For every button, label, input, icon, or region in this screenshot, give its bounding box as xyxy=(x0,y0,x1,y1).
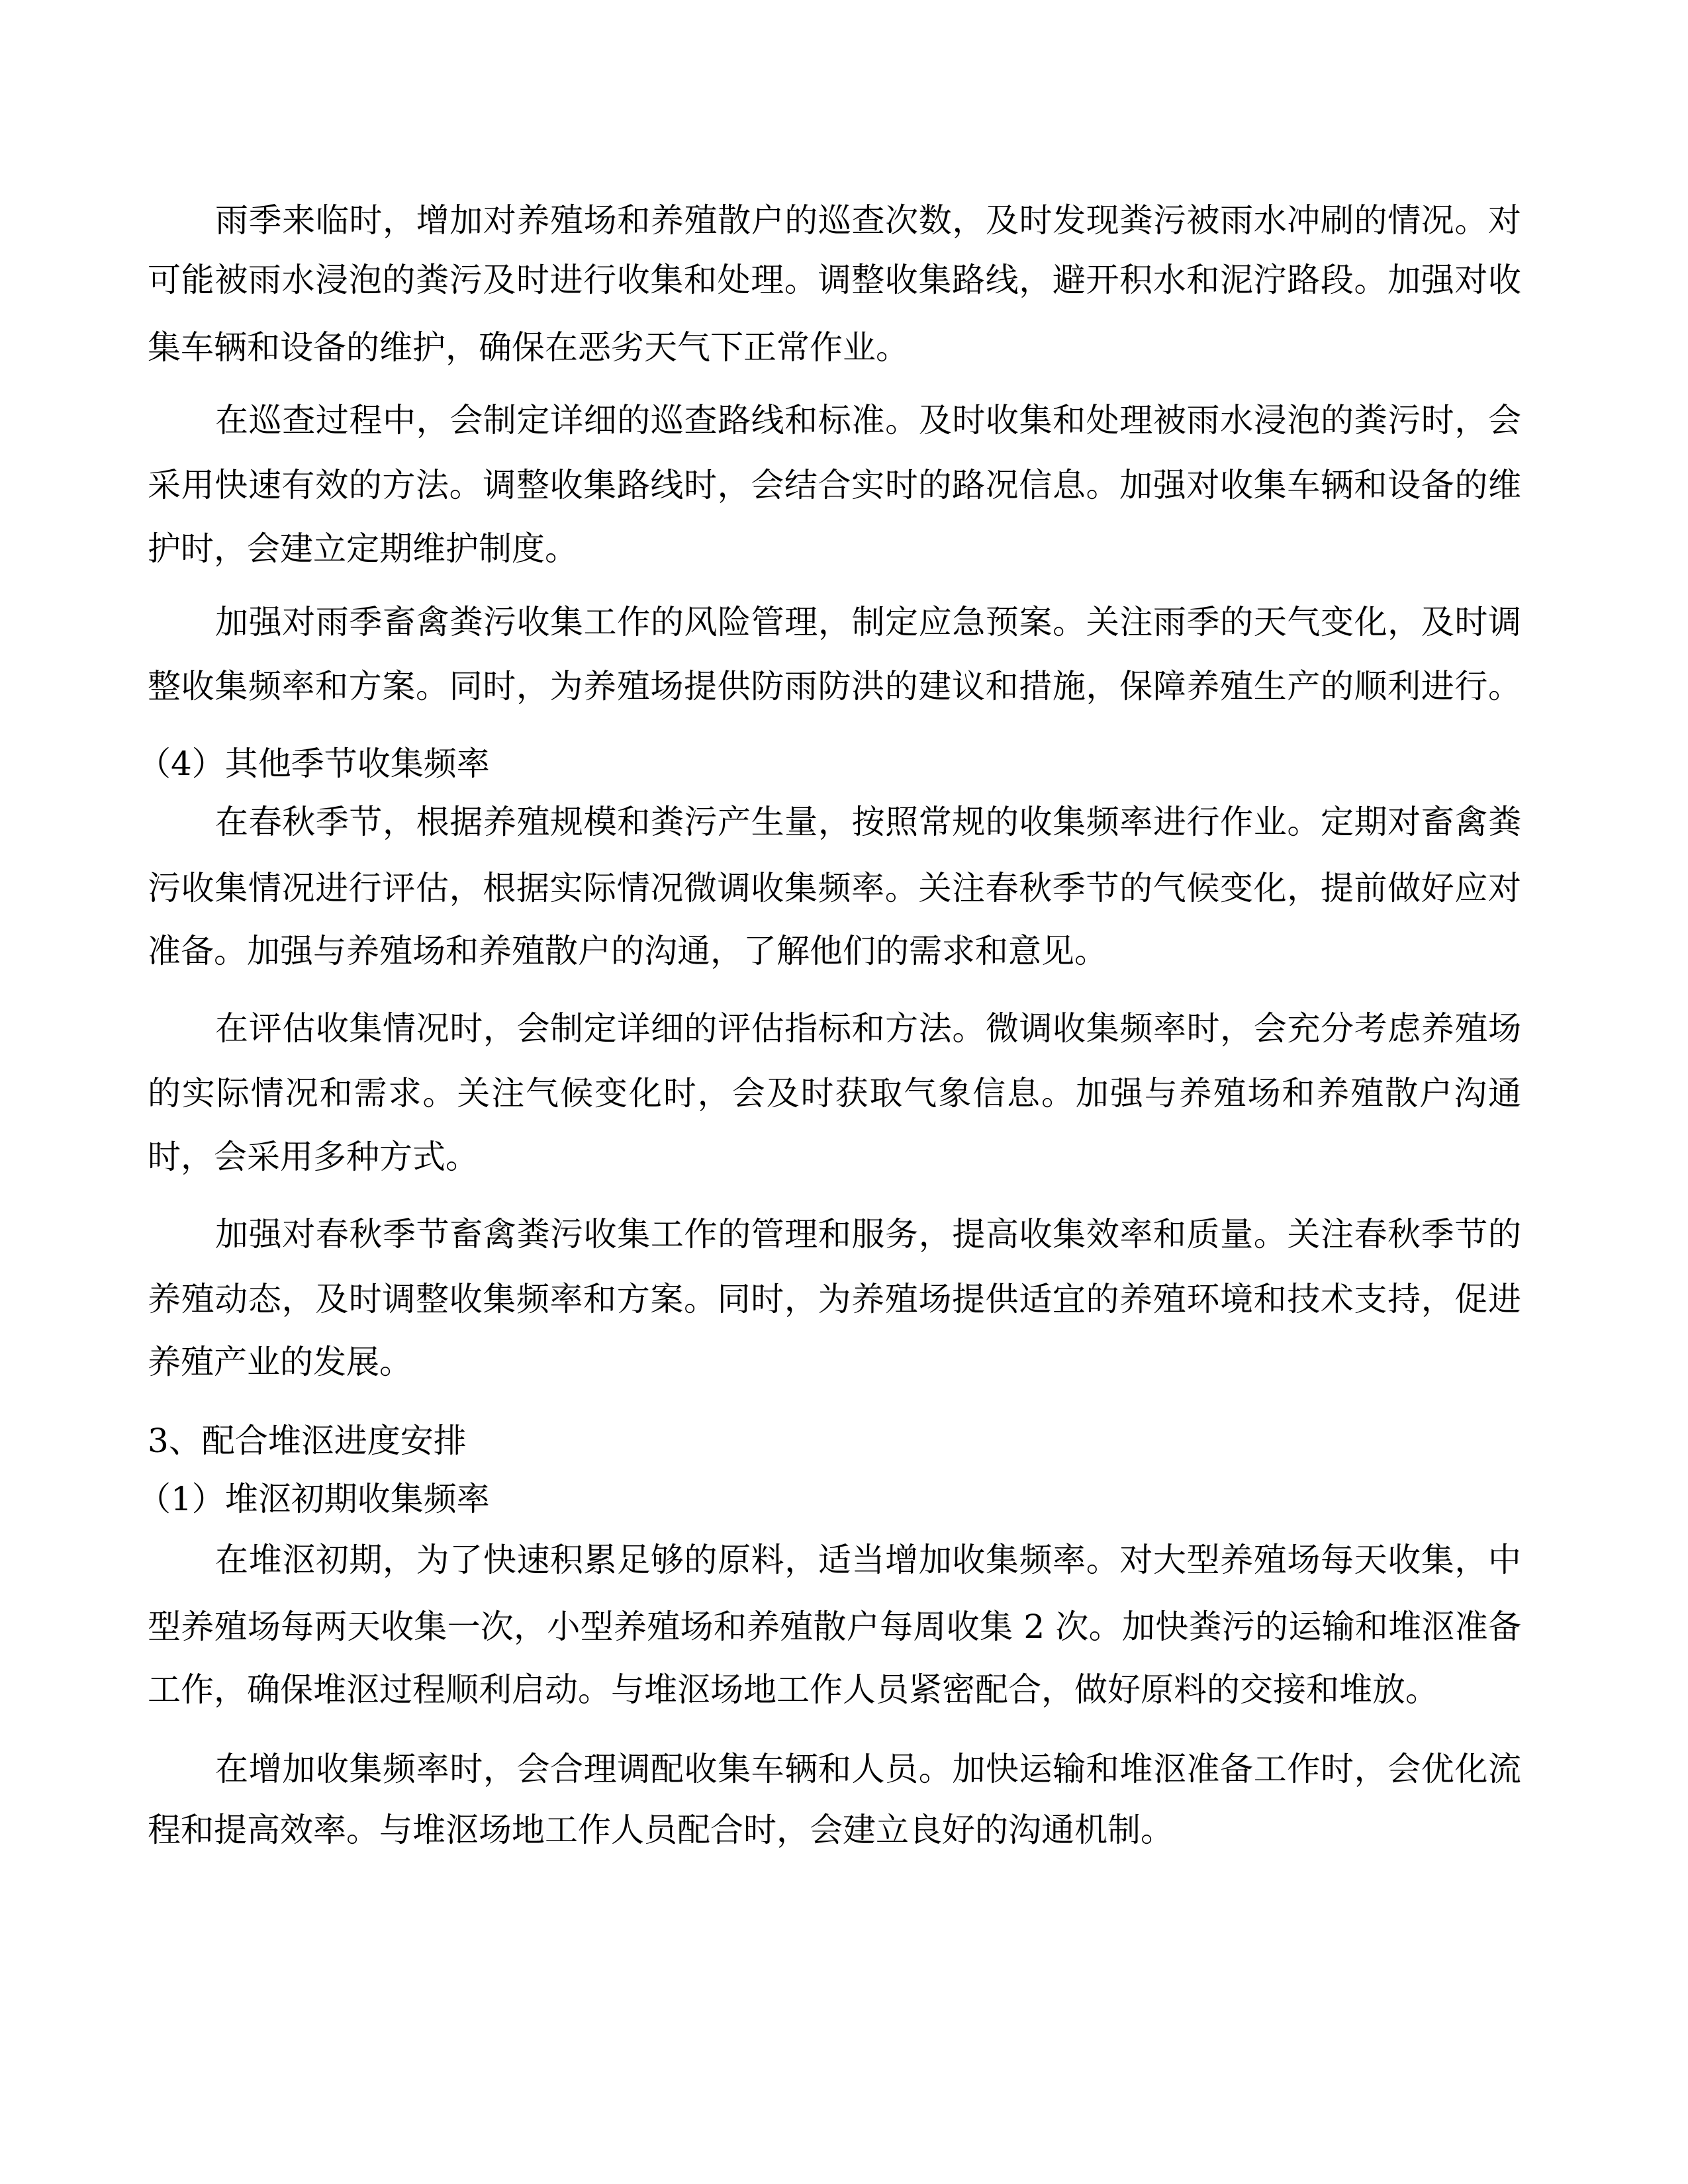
text-line: 在增加收集频率时，会合理调配收集车辆和人员。加快运输和堆沤准备工作时，会优化流 xyxy=(215,1750,1521,1788)
text-line: 雨季来临时，增加对养殖场和养殖散户的巡查次数，及时发现粪污被雨水冲刷的情况。对 xyxy=(215,201,1521,240)
text-line: 时，会采用多种方式。 xyxy=(148,1138,479,1176)
section-heading: （1）堆沤初期收集频率 xyxy=(138,1480,490,1518)
text-line: 整收集频率和方案。同时，为养殖场提供防雨防洪的建议和措施，保障养殖生产的顺利进行。 xyxy=(148,667,1521,705)
section-heading: （4）其他季节收集频率 xyxy=(138,745,490,783)
text-line: 污收集情况进行评估，根据实际情况微调收集频率。关注春秋季节的气候变化，提前做好应对 xyxy=(148,869,1521,907)
section-heading: 3、配合堆沤进度安排 xyxy=(148,1422,467,1460)
text-line: 型养殖场每两天收集一次，小型养殖场和养殖散户每周收集 2 次。加快粪污的运输和堆沤准备 xyxy=(148,1608,1521,1646)
text-line: 集车辆和设备的维护，确保在恶劣天气下正常作业。 xyxy=(148,328,909,367)
text-line: 在春秋季节，根据养殖规模和粪污产生量，按照常规的收集频率进行作业。定期对畜禽粪 xyxy=(215,803,1521,841)
text-line: 程和提高效率。与堆沤场地工作人员配合时，会建立良好的沟通机制。 xyxy=(148,1811,1174,1849)
text-line: 在堆沤初期，为了快速积累足够的原料，适当增加收集频率。对大型养殖场每天收集，中 xyxy=(215,1541,1521,1579)
text-line: 护时，会建立定期维护制度。 xyxy=(148,529,578,568)
text-line: 养殖动态，及时调整收集频率和方案。同时，为养殖场提供适宜的养殖环境和技术支持，促进 xyxy=(148,1280,1521,1318)
text-line: 在巡查过程中，会制定详细的巡查路线和标准。及时收集和处理被雨水浸泡的粪污时，会 xyxy=(215,401,1521,439)
text-line: 工作，确保堆沤过程顺利启动。与堆沤场地工作人员紧密配合，做好原料的交接和堆放。 xyxy=(148,1670,1438,1709)
text-line: 准备。加强与养殖场和养殖散户的沟通，了解他们的需求和意见。 xyxy=(148,932,1107,970)
text-line: 的实际情况和需求。关注气候变化时，会及时获取气象信息。加强与养殖场和养殖散户沟通 xyxy=(148,1074,1521,1113)
text-line: 在评估收集情况时，会制定详细的评估指标和方法。微调收集频率时，会充分考虑养殖场 xyxy=(215,1009,1521,1048)
text-line: 可能被雨水浸泡的粪污及时进行收集和处理。调整收集路线，避开积水和泥泞路段。加强对收 xyxy=(148,261,1521,299)
text-line: 养殖产业的发展。 xyxy=(148,1343,412,1381)
text-line: 采用快速有效的方法。调整收集路线时，会结合实时的路况信息。加强对收集车辆和设备的维 xyxy=(148,466,1521,504)
text-line: 加强对春秋季节畜禽粪污收集工作的管理和服务，提高收集效率和质量。关注春秋季节的 xyxy=(215,1215,1521,1253)
text-line: 加强对雨季畜禽粪污收集工作的风险管理，制定应急预案。关注雨季的天气变化，及时调 xyxy=(215,603,1521,641)
